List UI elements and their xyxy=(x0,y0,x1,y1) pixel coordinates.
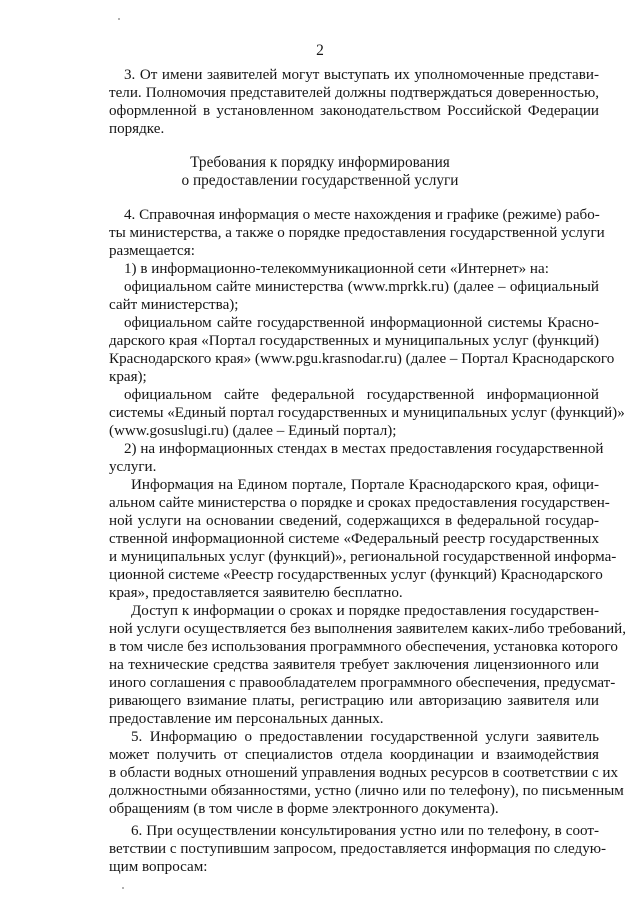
list-subitem-line: официальном сайте федеральной государственной информационной xyxy=(124,387,599,403)
info-paragraph-line: ственной информационной системе «Федеральный реестр государственных xyxy=(109,531,599,547)
paragraph-5-line: в области водных отношений управления водных ресурсов в соответствии с их xyxy=(109,765,619,781)
list-subitem-line: официальном сайте министерства (www.mprkk.ru) (далее – официальный xyxy=(124,279,599,295)
info-paragraph-line: альном сайте министерства о порядке и сроках предоставления государствен- xyxy=(109,495,610,511)
list-subitem-line: сайт министерства); xyxy=(109,297,239,313)
access-paragraph-line: в том числе без использования программного обеспечения, установка которого xyxy=(109,639,618,655)
paragraph-5-line: обращениям (в том числе в форме электронного документа). xyxy=(109,801,499,817)
paragraph-6-line: щим вопросам: xyxy=(109,859,208,875)
list-item-2-line: 2) на информационных стендах в местах предоставления государственной xyxy=(124,441,604,457)
scan-speck xyxy=(122,887,124,889)
scan-speck xyxy=(118,18,120,20)
list-subitem-line: официальном сайте государственной информационной системы Красно- xyxy=(124,315,599,331)
access-paragraph-line: ривающего взимание платы, регистрацию или авторизацию заявителя или xyxy=(109,693,599,709)
paragraph-4-line: 4. Справочная информация о месте нахождения и графике (режиме) рабо- xyxy=(124,207,600,223)
paragraph-4-line: размещается: xyxy=(109,243,195,259)
paragraph-5-line: должностными обязанностями, устно (лично или по телефону), по письменным xyxy=(109,783,624,799)
access-paragraph-line: предоставление им персональных данных. xyxy=(109,711,384,727)
access-paragraph-line: Доступ к информации о сроках и порядке предоставления государствен- xyxy=(131,603,599,619)
paragraph-3-line: 3. От имени заявителей могут выступать их уполномоченные представи- xyxy=(124,67,599,83)
list-subitem-line: Краснодарского края» (www.pgu.krasnodar.ru) (далее – Портал Краснодарского xyxy=(109,351,615,367)
list-subitem-line: дарского края «Портал государственных и муниципальных услуг (функций) xyxy=(109,333,599,349)
access-paragraph-line: иного соглашения с правообладателем программного обеспечения, предусмат- xyxy=(109,675,616,691)
info-paragraph-line: ционной системе «Реестр государственных услуг (функций) Краснодарского xyxy=(109,567,603,583)
list-subitem-line: края); xyxy=(109,369,147,385)
paragraph-5-line: может получить от специалистов отдела координации и взаимодействия xyxy=(109,747,599,763)
info-paragraph-line: ной услуги на основании сведений, содержащихся в федеральной государ- xyxy=(109,513,599,529)
list-item-1-line: 1) в информационно-телекоммуникационной сети «Интернет» на: xyxy=(124,261,549,277)
info-paragraph-line: и муниципальных услуг (функций)», региональной государственной информа- xyxy=(109,549,617,565)
list-subitem-line: (www.gosuslugi.ru) (далее – Единый портал); xyxy=(109,423,397,439)
section-heading-line: Требования к порядку информирования xyxy=(190,154,450,171)
list-item-2-line: услуги. xyxy=(109,459,157,475)
paragraph-4-line: ты министерства, а также о порядке предоставления государственной услуги xyxy=(109,225,605,241)
paragraph-3-line: порядке. xyxy=(109,121,165,137)
paragraph-3-line: тели. Полномочия представителей должны подтверждаться доверенностью, xyxy=(109,85,599,101)
list-subitem-line: системы «Единый портал государственных и муниципальных услуг (функций)» xyxy=(109,405,625,421)
access-paragraph-line: ной услуги осуществляется без выполнения заявителем каких-либо требований, xyxy=(109,621,627,637)
info-paragraph-line: Информация на Едином портале, Портале Краснодарского края, офици- xyxy=(131,477,599,493)
page-number: 2 xyxy=(316,42,324,59)
info-paragraph-line: края», предоставляется заявителю бесплатно. xyxy=(109,585,403,601)
paragraph-5-line: 5. Информацию о предоставлении государственной услуги заявитель xyxy=(131,729,599,745)
access-paragraph-line: на технические средства заявителя требует заключения лицензионного или xyxy=(109,657,599,673)
paragraph-6-line: ветствии с поступившим запросом, предоставляется информация по следую- xyxy=(109,841,607,857)
section-heading-line: о предоставлении государственной услуги xyxy=(181,172,459,189)
paragraph-6-line: 6. При осуществлении консультирования устно или по телефону, в соот- xyxy=(131,823,599,839)
paragraph-3-line: оформленной в установленном законодательством Российской Федерации xyxy=(109,103,599,119)
